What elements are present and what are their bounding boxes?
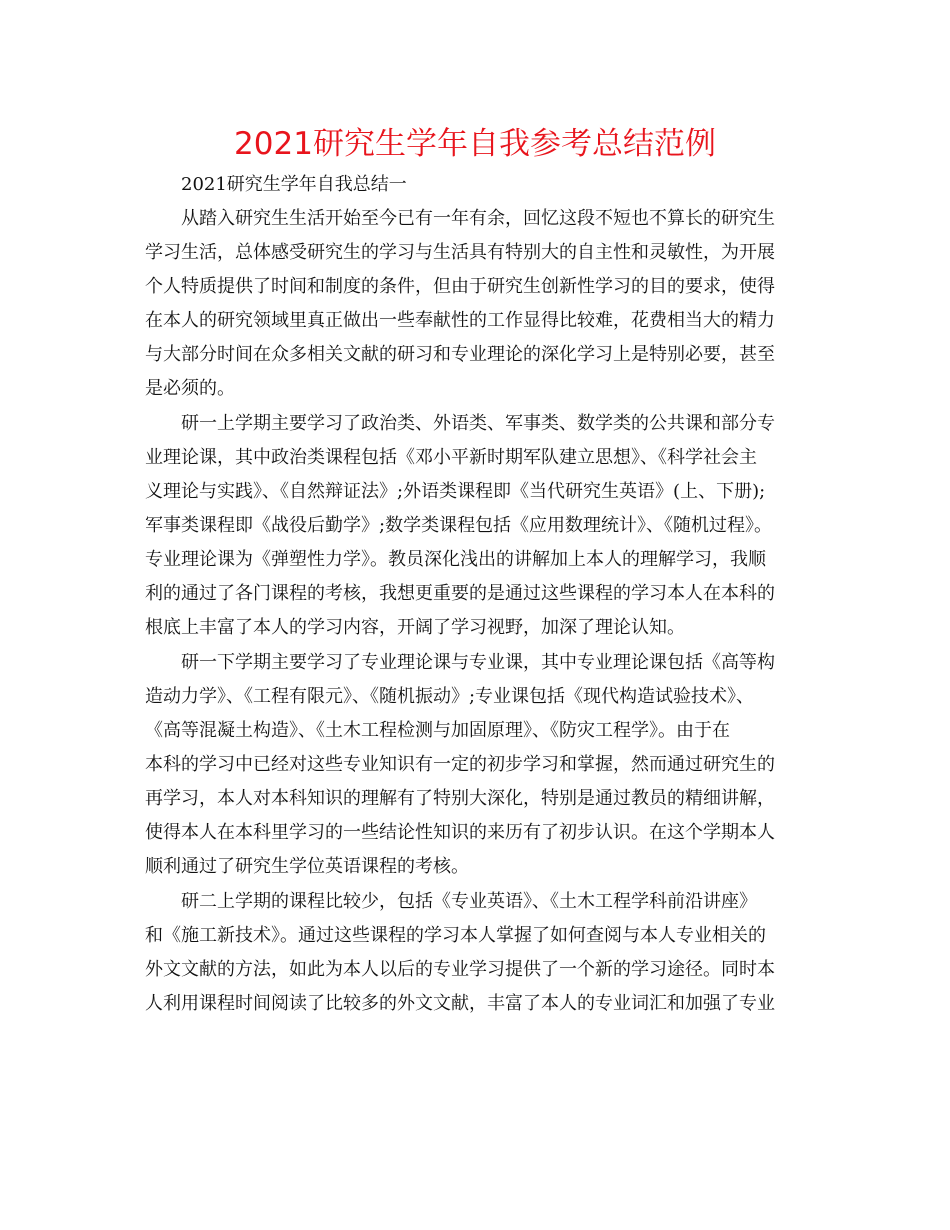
section-subtitle: 2021研究生学年自我总结一 bbox=[181, 174, 407, 195]
paragraph-line: 研一上学期主要学习了政治类、外语类、军事类、数学类的公共课和部分专 bbox=[181, 413, 775, 434]
paragraph-line: 研二上学期的课程比较少，包括《专业英语》、《土木工程学科前沿讲座》 bbox=[181, 891, 757, 912]
paragraph-line: 外文文献的方法，如此为本人以后的专业学习提供了一个新的学习途径。同时本 bbox=[145, 959, 775, 980]
paragraph-line: 和《施工新技术》。通过这些课程的学习本人掌握了如何查阅与本人专业相关的 bbox=[145, 925, 766, 946]
paragraph-2 bbox=[145, 407, 805, 645]
paragraph-line: 学习生活，总体感受研究生的学习与生活具有特别大的自主性和灵敏性，为开展 bbox=[145, 242, 775, 263]
paragraph-4 bbox=[145, 885, 805, 1021]
document-title: 2021研究生学年自我参考总结范例 bbox=[234, 126, 716, 162]
paragraph-line: 个人特质提供了时间和制度的条件，但由于研究生创新性学习的目的要求，使得 bbox=[145, 276, 775, 297]
paragraph-line: 造动力学》、《工程有限元》、《随机振动》;专业课包括《现代构造试验技术》、 bbox=[145, 686, 755, 707]
paragraph-3 bbox=[145, 646, 805, 884]
paragraph-line: 从踏入研究生生活开始至今已有一年有余，回忆这段不短也不算长的研究生 bbox=[181, 208, 775, 229]
paragraph-line: 使得本人在本科里学习的一些结论性知识的来历有了初步认识。在这个学期本人 bbox=[145, 822, 775, 843]
paragraph-line: 业理论课，其中政治类课程包括《邓小平新时期军队建立思想》、《科学社会主 bbox=[145, 447, 757, 468]
paragraph-line: 《高等混凝土构造》、《土木工程检测与加固原理》、《防灾工程学》。由于在 bbox=[145, 720, 730, 741]
paragraph-line: 在本人的研究领域里真正做出一些奉献性的工作显得比较难，花费相当大的精力 bbox=[145, 310, 775, 331]
paragraph-line: 军事类课程即《战役后勤学》;数学类课程包括《应用数理统计》、《随机过程》。 bbox=[145, 515, 773, 536]
paragraph-line: 与大部分时间在众多相关文献的研习和专业理论的深化学习上是特别必要，甚至 bbox=[145, 344, 775, 365]
paragraph-line: 利的通过了各门课程的考核，我想更重要的是通过这些课程的学习本人在本科的 bbox=[145, 583, 775, 604]
paragraph-line: 本科的学习中已经对这些专业知识有一定的初步学习和掌握，然而通过研究生的 bbox=[145, 754, 775, 775]
paragraph-line: 是必须的。 bbox=[145, 378, 235, 399]
paragraph-1 bbox=[145, 202, 805, 406]
paragraph-line: 再学习，本人对本科知识的理解有了特别大深化，特别是通过教员的精细讲解， bbox=[145, 788, 775, 809]
paragraph-line: 顺利通过了研究生学位英语课程的考核。 bbox=[145, 856, 469, 877]
paragraph-line: 人利用课程时间阅读了比较多的外文文献，丰富了本人的专业词汇和加强了专业 bbox=[145, 993, 775, 1014]
document-body bbox=[145, 168, 805, 1022]
paragraph-line: 专业理论课为《弹塑性力学》。教员深化浅出的讲解加上本人的理解学习，我顺 bbox=[145, 549, 766, 570]
paragraph-line: 研一下学期主要学习了专业理论课与专业课，其中专业理论课包括《高等构 bbox=[181, 652, 775, 673]
paragraph-line: 义理论与实践》、《自然辩证法》;外语类课程即《当代研究生英语》(上、下册); bbox=[145, 481, 766, 502]
paragraph-line: 根底上丰富了本人的学习内容，开阔了学习视野，加深了理论认知。 bbox=[145, 617, 685, 638]
